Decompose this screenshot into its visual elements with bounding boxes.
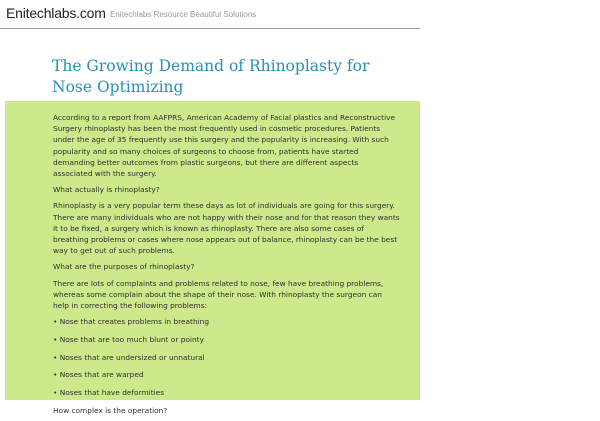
question-purposes: What are the purposes of rhinoplasty? — [53, 262, 195, 272]
intro-paragraph: According to a report from AAFPRS, American Academy of Facial plastics and Reconstructive Surgery rhinoplasty has been the most frequently used in cosmetic procedures. Patients under the age of 35 frequently use this surgery and the popularity is increasing. With such popularity and so many choices of surgeons to choose from, patients have started demanding better outcomes from plastic surgeons, but there are different aspects associated with the surgery. — [53, 113, 396, 179]
question-what-is: What actually is rhinoplasty? — [53, 185, 160, 195]
site-logo-link[interactable]: Enitechlabs.com — [6, 5, 106, 21]
article-text — [53, 112, 400, 421]
list-item: • Noses that have deformities — [53, 387, 400, 398]
site-tagline: Enitechlabs Resource Beautiful Solutions — [110, 10, 257, 19]
list-item: • Nose that are too much blunt or pointy — [53, 334, 400, 345]
list-item: • Noses that are warped — [53, 369, 400, 380]
list-item: • Noses that are undersized or unnatural — [53, 352, 400, 363]
list-item: • Nose that creates problems in breathing — [53, 316, 400, 327]
answer-purposes: There are lots of complaints and problems related to nose, few have breathing problems, whereas some complain about the shape of their nose. With rhinoplasty the surgeon can help in correcting the following problems: — [53, 278, 384, 311]
answer-what-is: Rhinoplasty is a very popular term these days as lot of individuals are going for this surgery. There are many individuals who are not happy with their nose and for that reason they wants it to be fixed, a surgery which is known as rhinoplasty. There are also some cases of breathing problems or cases where nose appears out of balance, rhinoplasty can be the best way to get out of such problems. — [53, 201, 400, 256]
article-body — [5, 101, 420, 415]
site-header — [0, 0, 420, 29]
problems-list — [53, 316, 400, 398]
question-complexity: How complex is the operation? — [53, 405, 168, 415]
article-title: The Growing Demand of Rhinoplasty for Nose Optimizing — [52, 57, 370, 96]
